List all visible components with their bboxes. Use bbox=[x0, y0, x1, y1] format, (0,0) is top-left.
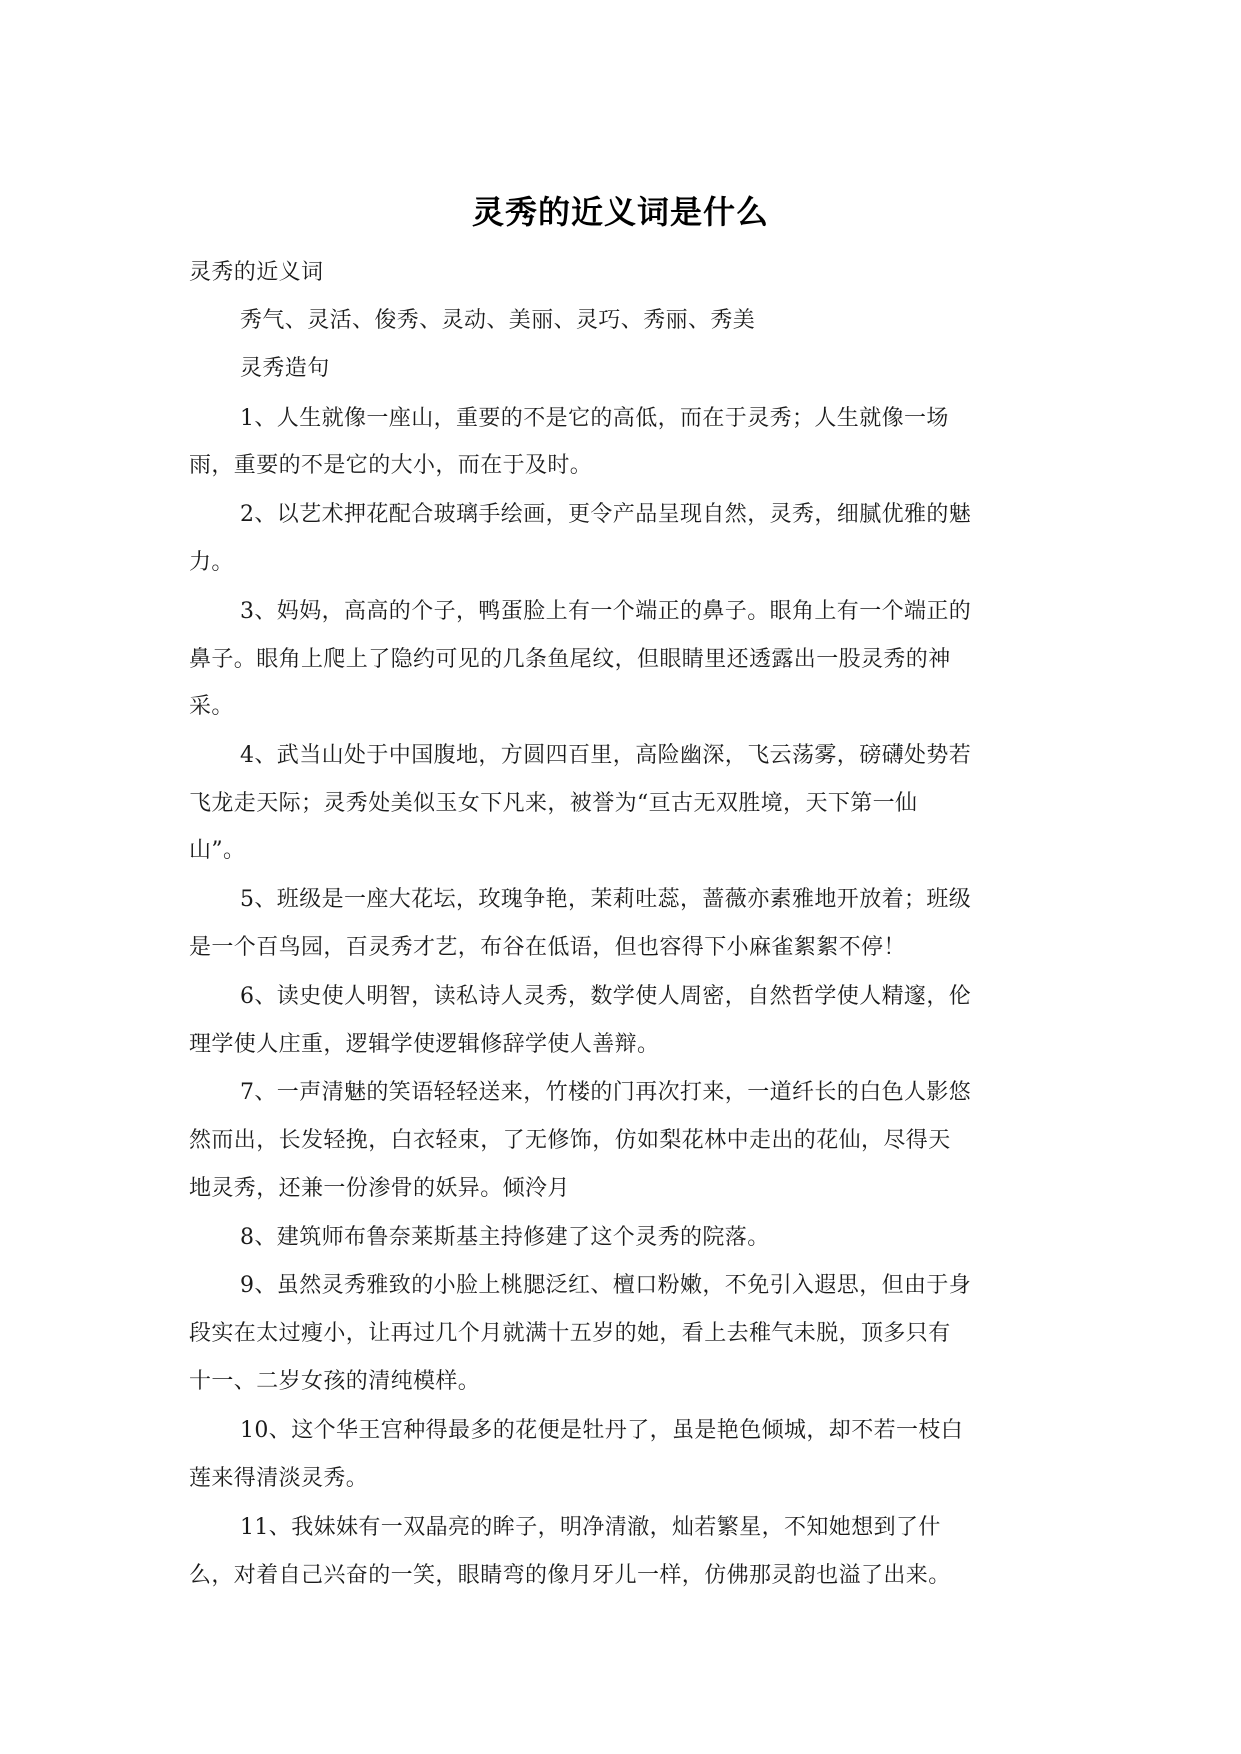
example-line: 理学使人庄重，逻辑学使逻辑修辞学使人善辩。 bbox=[189, 1032, 660, 1057]
example-line: 11、我妹妹有一双晶亮的眸子，明净清澈，灿若繁星，不知她想到了什 bbox=[240, 1515, 941, 1540]
example-line: 7、一声清魅的笑语轻轻送来，竹楼的门再次打来，一道纤长的白色人影悠 bbox=[240, 1080, 972, 1105]
document-title: 灵秀的近义词是什么 bbox=[471, 193, 769, 231]
example-line: 5、班级是一座大花坛，玫瑰争艳，茉莉吐蕊，蔷薇亦素雅地开放着；班级 bbox=[240, 887, 972, 912]
example-line: 然而出，长发轻挽，白衣轻束，了无修饰，仿如梨花林中走出的花仙，尽得天 bbox=[189, 1128, 951, 1153]
example-line: 10、这个华王宫种得最多的花便是牡丹了，虽是艳色倾城，却不若一枝白 bbox=[240, 1418, 964, 1443]
example-line: 雨，重要的不是它的大小，而在于及时。 bbox=[189, 453, 593, 478]
example-line: 采。 bbox=[189, 694, 234, 719]
example-line: 地灵秀，还兼一份渗骨的妖异。倾泠月 bbox=[189, 1176, 570, 1201]
example-line: 莲来得清淡灵秀。 bbox=[189, 1466, 369, 1491]
example-line: 飞龙走天际；灵秀处美似玉女下凡来，被誉为“亘古无双胜境，天下第一仙 bbox=[189, 791, 918, 816]
example-line: 4、武当山处于中国腹地，方圆四百里，高险幽深，飞云荡雾，磅礴处势若 bbox=[240, 743, 972, 768]
example-line: 6、读史使人明智，读私诗人灵秀，数学使人周密，自然哲学使人精邃，伦 bbox=[240, 984, 972, 1009]
example-line: 9、虽然灵秀雅致的小脸上桃腮泛红、檀口粉嫩，不免引入遐思，但由于身 bbox=[240, 1273, 972, 1298]
example-line: 段实在太过瘦小，让再过几个月就满十五岁的她，看上去稚气未脱，顶多只有 bbox=[189, 1321, 951, 1346]
example-line: 力。 bbox=[189, 550, 234, 575]
example-line: 十一、二岁女孩的清纯模样。 bbox=[189, 1369, 481, 1394]
example-line: 1、人生就像一座山，重要的不是它的高低，而在于灵秀；人生就像一场 bbox=[240, 406, 949, 431]
example-line: 是一个百鸟园，百灵秀才艺，布谷在低语，但也容得下小麻雀絮絮不停！ bbox=[189, 935, 906, 960]
sentence-heading: 灵秀造句 bbox=[240, 356, 330, 381]
synonyms-list: 秀气、灵活、俊秀、灵动、美丽、灵巧、秀丽、秀美 bbox=[240, 308, 756, 333]
section-heading: 灵秀的近义词 bbox=[189, 260, 324, 285]
example-line: 山”。 bbox=[189, 838, 246, 863]
example-line: 8、建筑师布鲁奈莱斯基主持修建了这个灵秀的院落。 bbox=[240, 1225, 770, 1250]
example-line: 鼻子。眼角上爬上了隐约可见的几条鱼尾纹，但眼睛里还透露出一股灵秀的神 bbox=[189, 647, 951, 672]
example-line: 3、妈妈，高高的个子，鸭蛋脸上有一个端正的鼻子。眼角上有一个端正的 bbox=[240, 599, 972, 624]
example-line: 么，对着自己兴奋的一笑，眼睛弯的像月牙儿一样，仿佛那灵韵也溢了出来。 bbox=[189, 1563, 951, 1588]
example-line: 2、以艺术押花配合玻璃手绘画，更令产品呈现自然，灵秀，细腻优雅的魅 bbox=[240, 502, 972, 527]
